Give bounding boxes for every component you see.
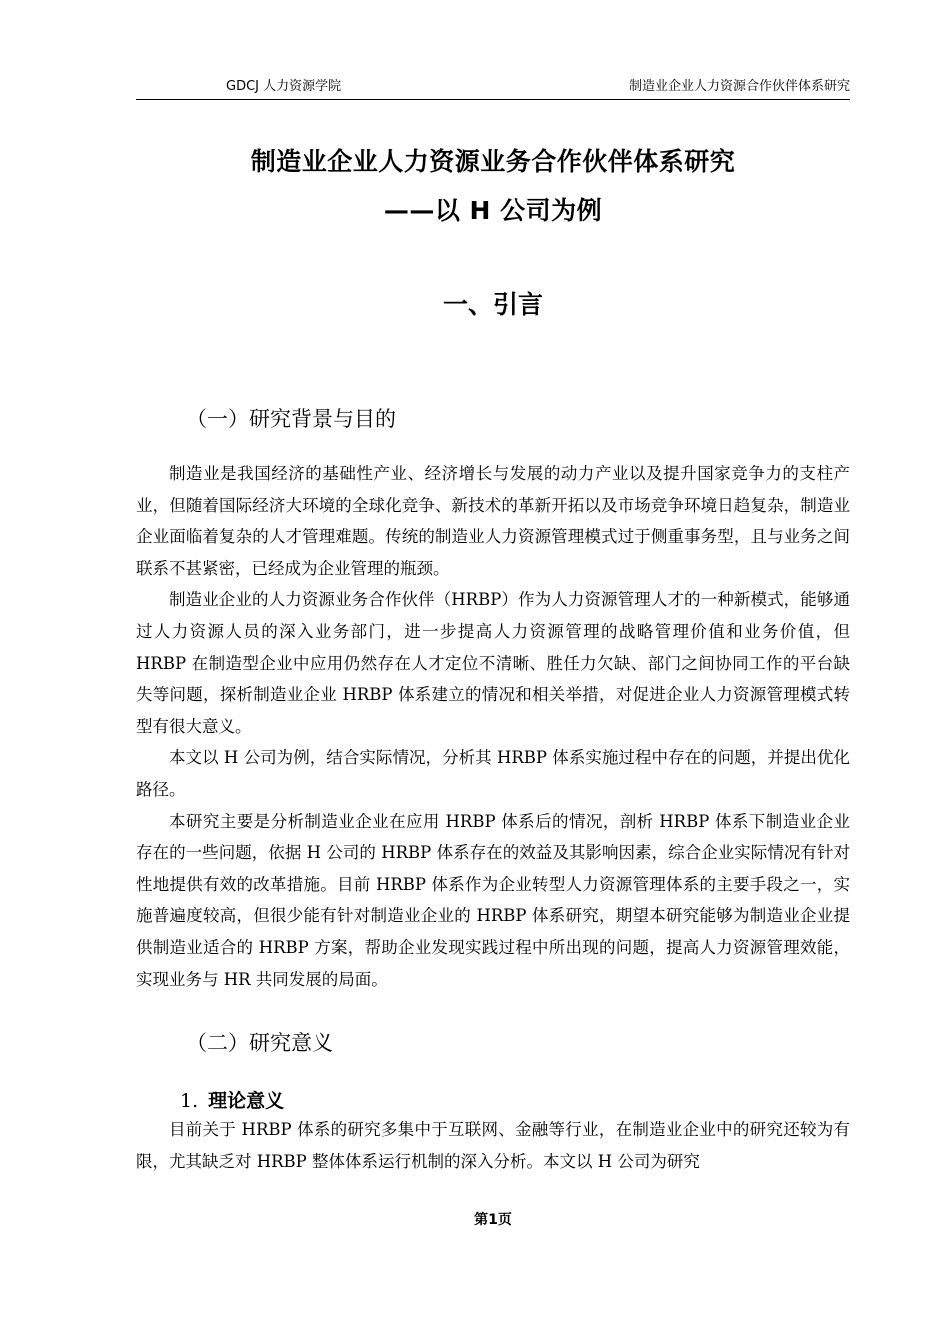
paragraph: 本文以 H 公司为例，结合实际情况，分析其 HRBP 体系实施过程中存在的问题，并提出优化路径。: [136, 748, 850, 799]
item-number: 1.: [180, 1090, 199, 1112]
paragraph: 制造业企业的人力资源业务合作伙伴（HRBP）作为人力资源管理人才的一种新模式，能够通过人力资源人员的深入业务部门，进一步提高人力资源管理的战略管理价值和业务价值，但 HRBP 在制造型企业中应用仍然存在人才定位不清晰、胜任力欠缺、部门之间协同工作的平台缺失等问题，探析制造业企业 HRBP 体系建立的情况和相关举措，对促进企业人力资源管理模式转型有很大意义。: [136, 590, 850, 736]
paragraph: 目前关于 HRBP 体系的研究多集中于互联网、金融等行业，在制造业企业中的研究还较为有限，尤其缺乏对 HRBP 整体体系运行机制的深入分析。本文以 H 公司为研究: [136, 1120, 850, 1171]
item-title: 理论意义: [208, 1090, 285, 1112]
running-header-right: 制造业企业人力资源合作伙伴体系研究: [628, 79, 850, 94]
theoretical-body: [136, 1114, 850, 1177]
paper-subtitle: ——以 H 公司为例: [383, 196, 603, 225]
subsection-heading-significance: （二）研究意义: [186, 1031, 333, 1055]
section-heading-introduction: 一、引言: [442, 290, 543, 319]
item-heading-theoretical: [180, 1087, 284, 1115]
header-divider: [136, 99, 850, 100]
background-body: [136, 458, 850, 995]
running-header-left: GDCJ 人力资源学院: [226, 79, 342, 94]
paper-title: 制造业企业人力资源业务合作伙伴体系研究: [250, 147, 736, 176]
page-number: 第1页: [474, 1212, 512, 1228]
paragraph: 制造业是我国经济的基础性产业、经济增长与发展的动力产业以及提升国家竞争力的支柱产业，但随着国际经济大环境的全球化竞争、新技术的革新开拓以及市场竞争环境日趋复杂，制造业企业面临着复杂的人才管理难题。传统的制造业人力资源管理模式过于侧重事务型，且与业务之间联系不甚紧密，已经成为企业管理的瓶颈。: [136, 464, 850, 578]
paragraph: 本研究主要是分析制造业企业在应用 HRBP 体系后的情况，剖析 HRBP 体系下制造业企业存在的一些问题，依据 H 公司的 HRBP 体系存在的效益及其影响因素，综合企业实际情况有针对性地提供有效的改革措施。目前 HRBP 体系作为企业转型人力资源管理体系的主要手段之一，实施普遍度较高，但很少能有针对制造业企业的 HRBP 体系研究，期望本研究能够为制造业企业提供制造业适合的 HRBP 方案，帮助企业发现实践过程中所出现的问题，提高人力资源管理效能，实现业务与 HR 共同发展的局面。: [136, 811, 850, 989]
subsection-heading-background: （一）研究背景与目的: [186, 407, 396, 431]
